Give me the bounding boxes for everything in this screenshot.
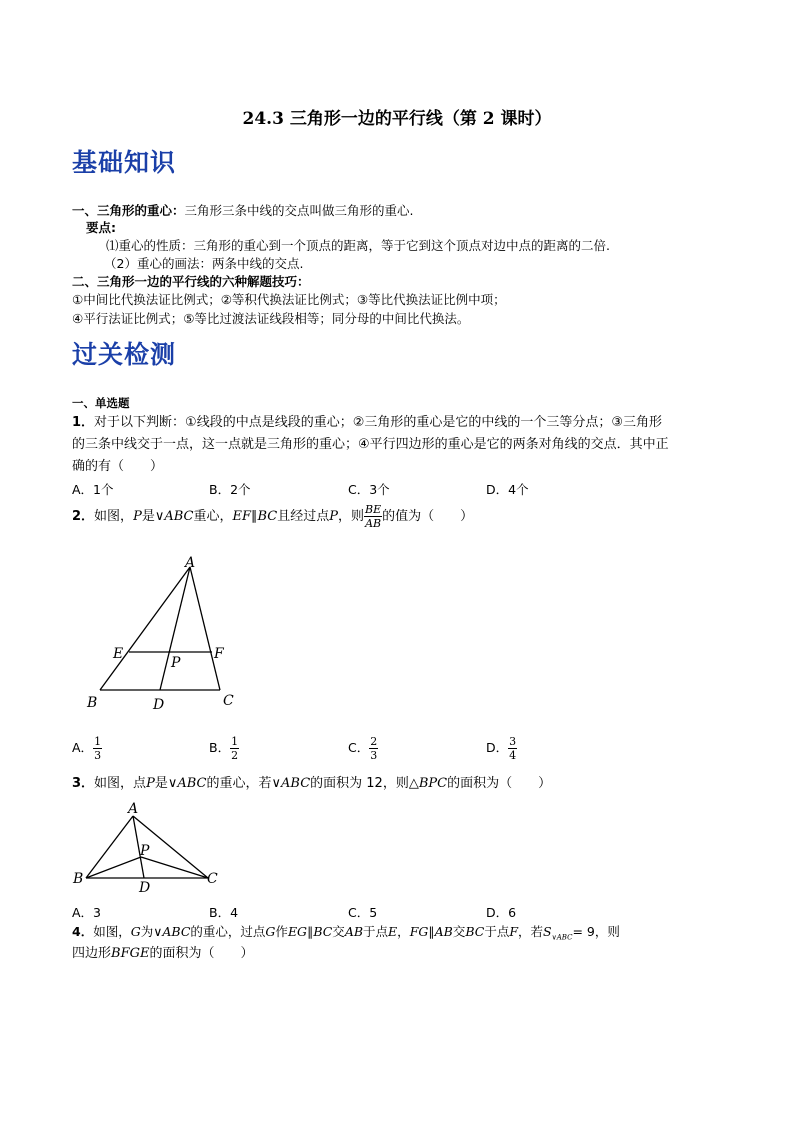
q3-text-mid3: 的面积为 12，则 <box>310 776 409 791</box>
q3-point-p: P <box>146 776 155 791</box>
q4-area-value: = 9 <box>572 924 595 939</box>
q4-parallel-1: ∥ <box>307 924 314 939</box>
q4-segment-eg: EG <box>287 924 308 939</box>
knowledge-line-1-text: 三角形三条中线的交点叫做三角形的重心. <box>184 203 414 218</box>
q4-text-line2-post: 的面积为（ ） <box>149 946 254 961</box>
q1-option-d[interactable]: D．4个 <box>486 482 529 497</box>
q2-segment-bc: BC <box>257 509 278 524</box>
q2-label-d: D <box>153 697 165 713</box>
q3-label-p: P <box>140 843 150 859</box>
q3-label-b: B <box>73 871 84 887</box>
q2-option-b[interactable] <box>209 735 239 762</box>
question-type-heading: 一、单选题 <box>72 396 130 410</box>
q4-segment-ab-2: AB <box>434 924 453 939</box>
q1-line-2: 的三条中线交于一点，这一点就是三角形的重心；④平行四边形的重心是它的两条对角线的交点．其中正 <box>72 437 669 452</box>
q4-text-t10: ，则 <box>594 924 620 939</box>
q2-option-c[interactable] <box>348 735 378 762</box>
q1-line-3: 确的有（ ） <box>72 459 164 474</box>
q4-text-t7: 交 <box>452 924 466 939</box>
section-test-heading: 过关检测 <box>72 340 177 369</box>
q3-option-d[interactable]: D．6 <box>486 905 517 920</box>
q4-quadrilateral-bfge: BFGE <box>111 946 150 961</box>
q2-text-pre: 如图， <box>94 509 134 524</box>
q1-text-1: 对于以下判断：①线段的中点是线段的重心；②三角形的重心是它的中线的一个三等分点；③三角形 <box>94 415 663 430</box>
q2-option-c-den: 3 <box>370 749 378 762</box>
q2-option-a-den: 3 <box>94 749 102 762</box>
q4-segment-bc: BC <box>313 924 333 939</box>
q2-label-e: E <box>113 646 124 662</box>
q2-text-mid1: 是 <box>141 509 155 524</box>
q2-label-b: B <box>87 695 98 711</box>
knowledge-line-4: （2）重心的画法：两条中线的交点. <box>104 256 304 271</box>
q2-fraction-numerator: BE <box>365 503 382 516</box>
q3-text-pre: 如图，点 <box>94 776 147 791</box>
q4-text-t5: 于点 <box>363 924 389 939</box>
page-title: 24.3 三角形一边的平行线（第 2 课时） <box>242 109 552 129</box>
q2-parallel-symbol: ∥ <box>251 509 258 524</box>
knowledge-line-2: 要点: <box>86 220 116 235</box>
q3-label-a: A <box>128 801 139 817</box>
knowledge-line-7: ④平行法证比例式；⑤等比过渡法证线段相等；同分母的中间比代换法。 <box>72 311 470 326</box>
q2-side-ac <box>190 567 220 690</box>
q2-triangle-abc: ∨ABC <box>154 509 194 524</box>
q4-text-t6: ， <box>397 924 410 939</box>
q1-option-c[interactable]: C．3个 <box>348 482 390 497</box>
q3-option-b[interactable]: B．4 <box>209 905 239 920</box>
q3-text-mid1: 是 <box>154 776 168 791</box>
knowledge-line-1-head: 一、三角形的重心： <box>72 203 185 218</box>
q2-side-ab <box>100 567 190 690</box>
q2-label-p: P <box>171 655 181 671</box>
q3-number: 3． <box>72 776 95 791</box>
q3-triangle-abc: ∨ABC <box>167 776 207 791</box>
q3-segment-cp <box>141 857 208 878</box>
q2-number: 2． <box>72 509 95 524</box>
q2-option-b-fraction <box>230 735 239 762</box>
q2-option-c-label: C． <box>348 740 370 755</box>
q2-option-b-label: B． <box>209 740 231 755</box>
q3-triangle-abc-2: ∨ABC <box>271 776 311 791</box>
q4-parallel-2: ∥ <box>428 924 435 939</box>
q4-area-subscript: ∨ABC <box>551 933 573 942</box>
q4-line-1 <box>72 923 620 947</box>
q2-option-a-fraction <box>93 735 102 762</box>
q2-option-d[interactable] <box>486 735 517 762</box>
q2-label-c: C <box>223 693 234 709</box>
knowledge-line-1 <box>72 203 414 219</box>
q2-median-ad <box>160 567 190 690</box>
q3-label-d: D <box>139 880 151 896</box>
q4-area-symbol: S <box>543 924 552 939</box>
q2-option-c-num: 2 <box>370 735 378 748</box>
q2-option-d-num: 3 <box>509 735 517 748</box>
q4-point-g: G <box>130 924 141 939</box>
q4-segment-bc-2: BC <box>465 924 485 939</box>
q4-segment-fg: FG <box>409 924 429 939</box>
q3-text-mid2: 的重心，若 <box>206 776 272 791</box>
q4-point-g-2: G <box>265 924 276 939</box>
q4-triangle-abc: ∨ABC <box>153 924 191 939</box>
q4-text-t1: 为 <box>140 924 154 939</box>
q4-text-t8: 于点 <box>484 924 510 939</box>
q3-triangle-figure <box>68 798 228 896</box>
q2-segment-ef: EF <box>232 509 252 524</box>
q2-label-f: F <box>214 646 224 662</box>
q2-text-post: 的值为（ ） <box>382 509 474 524</box>
q2-stem <box>72 500 473 534</box>
q4-line-2 <box>72 945 253 963</box>
q4-text-line2-pre: 四边形 <box>72 946 112 961</box>
q2-point-p-2: P <box>329 509 339 524</box>
q3-option-c[interactable]: C．5 <box>348 905 378 920</box>
q2-triangle-figure <box>80 555 250 715</box>
q4-text-t9: ，若 <box>518 924 544 939</box>
q3-triangle-bpc: △BPC <box>408 776 448 791</box>
q2-option-d-label: D． <box>486 740 509 755</box>
q2-point-p: P <box>133 509 142 524</box>
q4-point-f: F <box>509 924 519 939</box>
q2-option-b-den: 2 <box>231 749 239 762</box>
q4-text-t2: 的重心，过点 <box>190 924 266 939</box>
q2-text-mid2: 重心， <box>193 509 233 524</box>
q3-stem <box>72 775 551 793</box>
q2-option-a-num: 1 <box>94 735 102 748</box>
q2-option-c-fraction <box>369 735 378 762</box>
q2-text-mid3: 且经过点 <box>277 509 330 524</box>
q4-text-t3: 作 <box>275 924 288 939</box>
q2-fraction-denominator: AB <box>365 517 382 530</box>
q1-option-b[interactable]: B．2个 <box>209 482 251 497</box>
q1-number: 1． <box>72 415 95 430</box>
q2-option-b-num: 1 <box>231 735 239 748</box>
knowledge-line-3: ⑴重心的性质：三角形的重心到一个顶点的距离，等于它到这个顶点对边中点的距离的二倍. <box>106 238 610 253</box>
q2-option-a[interactable] <box>72 735 102 762</box>
q2-option-d-den: 4 <box>509 749 517 762</box>
q4-point-e: E <box>388 924 398 939</box>
q4-segment-ab: AB <box>344 924 364 939</box>
q3-option-a[interactable]: A．3 <box>72 905 102 920</box>
q2-text-mid4: ，则 <box>338 509 365 524</box>
q2-label-a: A <box>185 555 196 571</box>
section-basics-heading: 基础知识 <box>72 148 177 177</box>
knowledge-line-5: 二、三角形一边的平行线的六种解题技巧： <box>72 274 310 289</box>
q2-fraction-be-ab <box>364 503 382 530</box>
q3-label-c: C <box>207 871 218 887</box>
q2-option-a-label: A． <box>72 740 94 755</box>
q4-text-pre: 如图， <box>93 924 131 939</box>
q4-number: 4． <box>72 924 94 939</box>
q1-option-a[interactable]: A．1个 <box>72 482 114 497</box>
knowledge-line-6: ①中间比代换法证比例式；②等积代换法证比例式；③等比代换法证比例中项； <box>72 292 506 307</box>
q2-option-d-fraction <box>508 735 517 762</box>
q3-text-post: 的面积为（ ） <box>447 776 552 791</box>
q1-line-1 <box>72 414 662 432</box>
q4-text-t4: 交 <box>332 924 345 939</box>
